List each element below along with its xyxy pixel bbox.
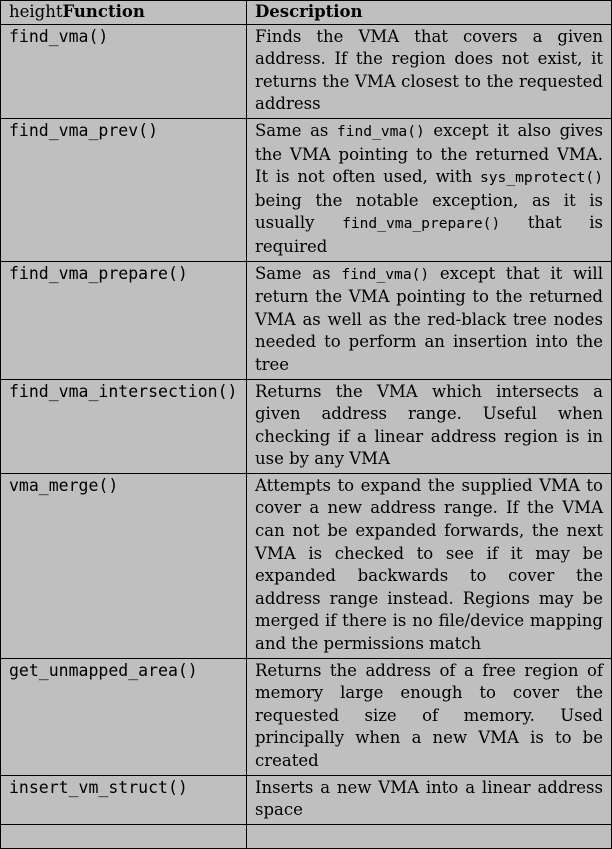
description-text: Same as — [255, 263, 342, 283]
description-cell — [247, 473, 612, 658]
function-name-cell: insert_vm_struct() — [1, 775, 247, 824]
description-cell — [247, 775, 612, 824]
inline-code: find_vma() — [341, 265, 430, 283]
empty-cell — [247, 824, 612, 848]
table-row — [1, 24, 612, 118]
function-name-cell: get_unmapped_area() — [1, 658, 247, 775]
function-name-cell: find_vma_prepare() — [1, 261, 247, 379]
table-row — [1, 118, 612, 261]
description-text: Returns the VMA which intersects a given address range. Useful when checking if a linear address region is in use by any VMA — [255, 381, 603, 469]
table-row — [1, 658, 612, 775]
function-name-cell: find_vma_prev() — [1, 118, 247, 261]
table-row — [1, 775, 612, 824]
table-body — [1, 24, 612, 848]
table-row — [1, 379, 612, 473]
description-cell — [247, 118, 612, 261]
table-row — [1, 473, 612, 658]
description-cell — [247, 24, 612, 118]
function-name-cell: find_vma() — [1, 24, 247, 118]
description-text: Finds the VMA that covers a given address. If the region does not exist, it returns the VMA closest to the requested address — [255, 26, 603, 114]
function-name-cell: vma_merge() — [1, 473, 247, 658]
empty-cell — [1, 824, 247, 848]
inline-code: find_vma() — [336, 122, 425, 140]
description-text: Attempts to expand the supplied VMA to cover a new address range. If the VMA can not be expanded forwards, the next VMA is checked to see if it may be expanded backwards to cover the address range instead. Regions may be merged if there is no file/device mapping and the permissions match — [255, 475, 603, 654]
description-cell — [247, 658, 612, 775]
description-text: Same as — [255, 120, 337, 140]
function-name-cell: find_vma_intersection() — [1, 379, 247, 473]
empty-table-row — [1, 824, 612, 848]
table-header-row — [1, 1, 612, 25]
description-text: except that it will return the VMA pointing to the returned VMA as well as the red-black tree nodes needed to perform an insertion into the tree — [255, 263, 603, 374]
header-prefix: height — [9, 2, 63, 21]
description-text: being the notable exception, as it is usually — [255, 190, 603, 233]
inline-code: sys_mprotect() — [479, 169, 603, 187]
function-header-label: Function — [62, 2, 145, 21]
table-row — [1, 261, 612, 379]
description-header-label: Description — [255, 2, 363, 21]
description-text: except it also gives the VMA pointing to the returned VMA. It is not often used, with — [255, 120, 603, 187]
function-column-header — [1, 1, 247, 25]
description-cell — [247, 261, 612, 379]
description-text: Inserts a new VMA into a linear address space — [255, 777, 603, 820]
description-column-header — [247, 1, 612, 25]
description-text: Returns the address of a free region of memory large enough to cover the requested size of memory. Used principally when a new VMA is to be created — [255, 660, 603, 770]
inline-code: find_vma_prepare() — [342, 215, 501, 233]
description-text: that is required — [255, 213, 603, 256]
description-cell — [247, 379, 612, 473]
